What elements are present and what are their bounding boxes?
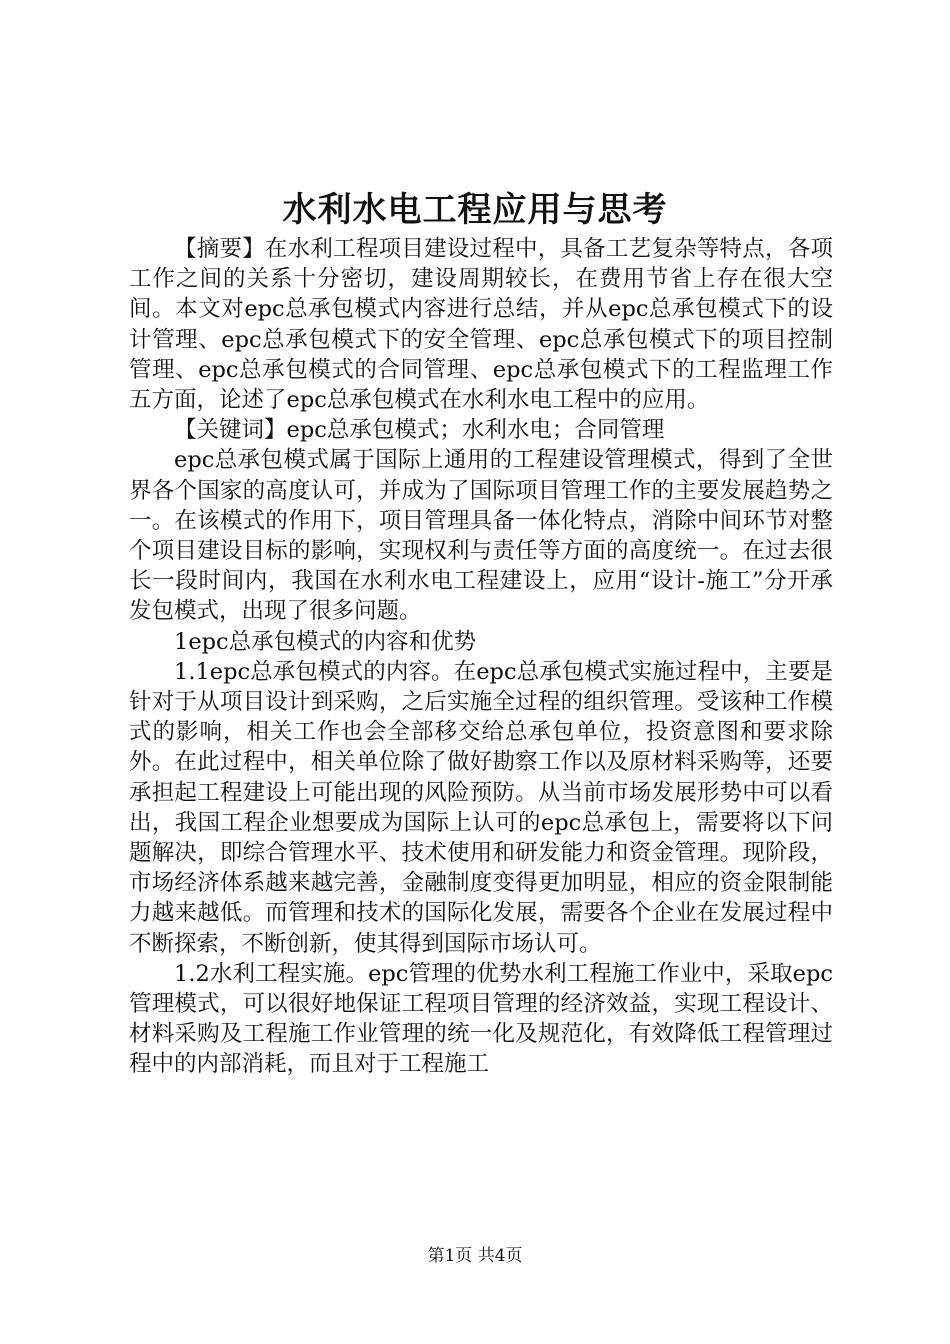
document-title: 水利水电工程应用与思考: [282, 190, 668, 230]
intro-paragraph: epc总承包模式属于国际上通用的工程建设管理模式，得到了全世界各个国家的高度认可，并成为了国际项目管理工作的主要发展趋势之一。在该模式的作用下，项目管理具备一体化特点，消除中间环节对整个项目建设目标的影响，实现权利与责任等方面的高度统一。在过去很长一段时间内，我国在水利水电工程建设上，应用“设计-施工”分开承发包模式，出现了很多问题。: [129, 447, 833, 625]
document-body: [129, 234, 833, 1080]
section-heading: 1epc总承包模式的内容和优势: [174, 628, 477, 655]
page-footer: 第1页 共4页: [427, 1246, 523, 1266]
keywords-paragraph: 【关键词】epc总承包模式；水利水电；合同管理: [174, 417, 665, 444]
abstract-paragraph: 【摘要】在水利工程项目建设过程中，具备工艺复杂等特点，各项工作之间的关系十分密切，建设周期较长，在费用节省上存在很大空间。本文对epc总承包模式内容进行总结，并从epc总承包模式下的设计管理、epc总承包模式下的安全管理、epc总承包模式下的项目控制管理、epc总承包模式的合同管理、epc总承包模式下的工程监理工作五方面，论述了epc总承包模式在水利水电工程中的应用。: [129, 236, 833, 414]
section-1-2-paragraph: 1.2水利工程实施。epc管理的优势水利工程施工作业中，采取epc管理模式，可以很好地保证工程项目管理的经济效益，实现工程设计、材料采购及工程施工作业管理的统一化及规范化，有效降低工程管理过程中的内部消耗，而且对于工程施工: [129, 960, 833, 1078]
section-1-1-paragraph: 1.1epc总承包模式的内容。在epc总承包模式实施过程中，主要是针对于从项目设计到采购，之后实施全过程的组织管理。受该种工作模式的影响，相关工作也会全部移交给总承包单位，投资意图和要求除外。在此过程中，相关单位除了做好勘察工作以及原材料采购等，还要承担起工程建设上可能出现的风险预防。从当前市场发展形势中可以看出，我国工程企业想要成为国际上认可的epc总承包上，需要将以下问题解决，即综合管理水平、技术使用和研发能力和资金管理。现阶段，市场经济体系越来越完善，金融制度变得更加明显，相应的资金限制能力越来越低。而管理和技术的国际化发展，需要各个企业在发展过程中不断探索，不断创新，使其得到国际市场认可。: [129, 658, 833, 957]
